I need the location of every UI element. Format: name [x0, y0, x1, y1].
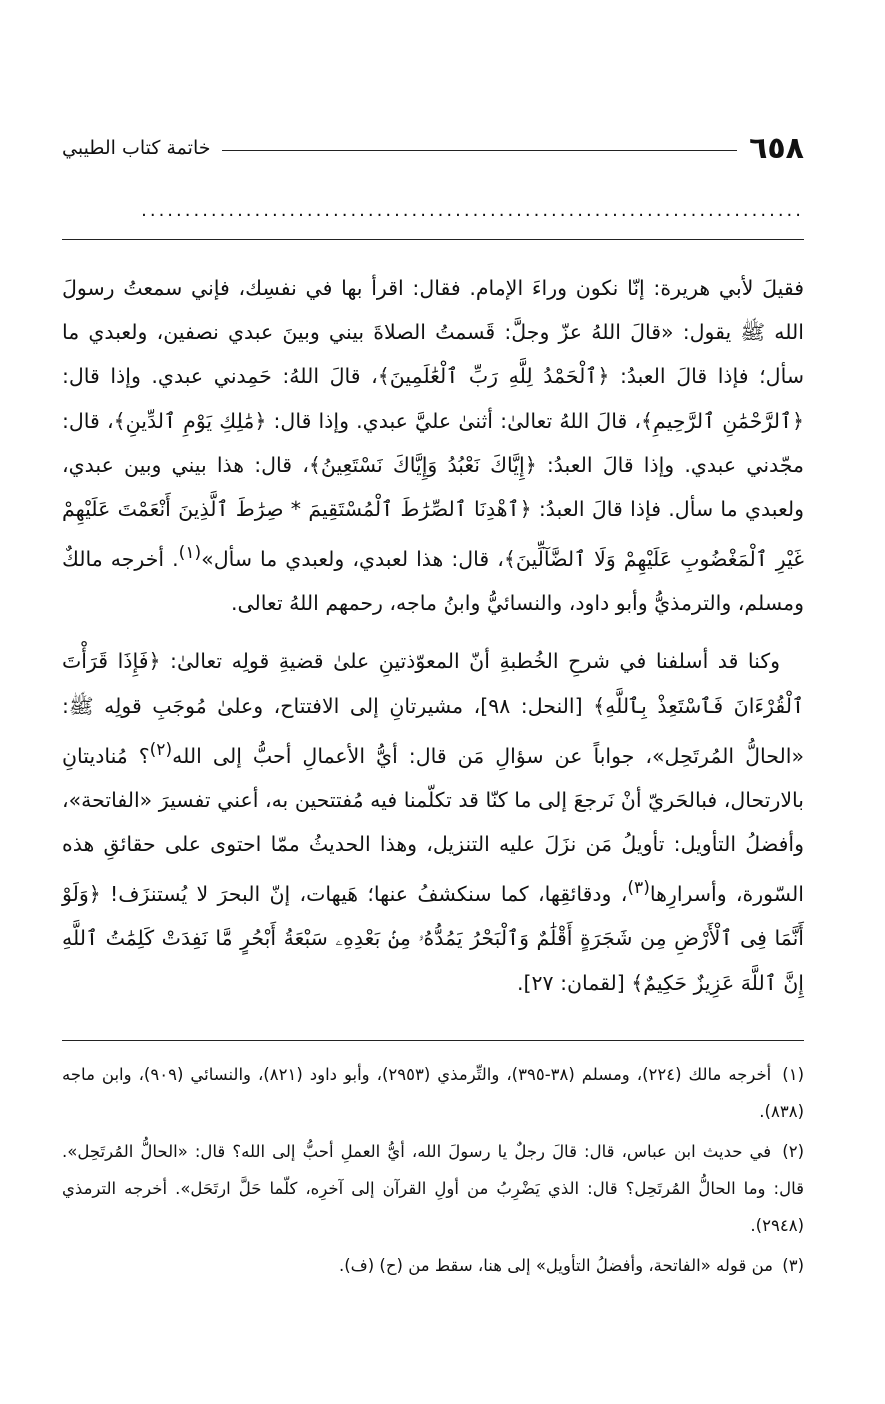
running-title: خاتمة كتاب الطيبي — [62, 137, 211, 159]
footnote-number: (٣) — [782, 1256, 804, 1275]
main-text — [62, 266, 804, 1005]
header-rule — [222, 150, 737, 151]
page-number: ٦٥٨ — [749, 130, 804, 166]
footnote-text: في حديث ابن عباس، قال: قالَ رجلٌ يا رسولَ الله، أيُّ العملِ أحبُّ إلى الله؟ قال: «الحالُّ المُرتَحِل». قال: وما الحالُّ المُرتَحِل؟ قال: الذي يَضْرِبُ من أولِ القرآن إلى آخرِه، كلّما حَلَّ ارتَحَل». أخرجه الترمذي (٢٩٤٨). — [62, 1142, 804, 1235]
footnote-rule — [62, 1040, 804, 1041]
paragraph-2-part-c: ، ودقائقِها، كما سنكشفُ عنها؛ هَيهات، إنّ البحرَ لا يُستنزَف! ﴿وَلَوْ أَنَّمَا فِى ٱلْأَرْضِ مِن شَجَرَةٍ أَقْلَٰمٌ وَٱلْبَحْرُ يَمُدُّهُۥ مِنۢ بَعْدِهِۦ سَبْعَةُ أَبْحُرٍ مَّا نَفِدَتْ كَلِمَٰتُ ٱللَّهِ إِنَّ ٱللَّهَ عَزِيزٌ حَكِيمٌ﴾ [لقمان: ٢٧]. — [62, 882, 804, 995]
body-top-rule — [62, 239, 804, 240]
footnote-ref-3[interactable]: (٣) — [627, 878, 650, 899]
paragraph-1-text: فقيلَ لأبي هريرة: إنّا نكون وراءَ الإمام. فقال: اقرأ بها في نفسِك، فإني سمعتُ رسولَ الله ﷺ يقول: «قالَ اللهُ عزّ وجلَّ: قَسمتُ الصلاةَ بيني وبينَ عبدي نصفين، ولعبدي ما سأل؛ فإذا قالَ العبدُ: ﴿ٱلْحَمْدُ لِلَّهِ رَبِّ ٱلْعَٰلَمِينَ﴾، قالَ اللهُ: حَمِدني عبدي. وإذا قال: ﴿ٱلرَّحْمَٰنِ ٱلرَّحِيمِ﴾، قالَ اللهُ تعالىٰ: أثنىٰ عليَّ عبدي. وإذا قال: ﴿مَٰلِكِ يَوْمِ ٱلدِّينِ﴾، قال: مجّدني عبدي. وإذا قالَ العبدُ: ﴿إِيَّاكَ نَعْبُدُ وَإِيَّاكَ نَسْتَعِينُ﴾، قال: هذا بيني وبين عبدي، ولعبدي ما سأل. فإذا قالَ العبدُ: ﴿ٱهْدِنَا ٱلصِّرَٰطَ ٱلْمُسْتَقِيمَ * صِرَٰطَ ٱلَّذِينَ أَنْعَمْتَ عَلَيْهِمْ غَيْرِ ٱلْمَغْضُوبِ عَلَيْهِمْ وَلَا ٱلضَّآلِّينَ﴾، قال: هذا لعبدي، ولعبدي ما سأل» — [62, 276, 804, 572]
footnote-ref-1[interactable]: (١) — [178, 543, 202, 564]
paragraph-2-part-a: وكنا قد أسلفنا في شرحِ الخُطبةِ أنّ المعوّذتينِ علىٰ قضيةِ قولِه تعالىٰ: ﴿فَإِذَا قَرَأْتَ ٱلْقُرْءَانَ فَٱسْتَعِذْ بِٱللَّهِ﴾ [النحل: ٩٨]، مشيرتانِ إلى الافتتاح، وعلىٰ مُوجَبِ قولِه ﷺ: «الحالُّ المُرتَحِل»، جواباً عن سؤالِ مَن قال: أيُّ الأعمالِ أحبُّ إلى الله — [62, 649, 805, 768]
paragraph-1 — [62, 266, 804, 625]
footnote-ref-2[interactable]: (٢) — [149, 739, 173, 760]
footnotes — [62, 1056, 804, 1287]
page-header — [62, 128, 804, 168]
paragraph-1-tail: . أخرجه مالكٌ ومسلم، والترمذيُّ وأبو داود، والنسائيُّ وابنُ ماجه، رحمهم اللهُ تعالى. — [62, 547, 804, 616]
footnote-number: (١) — [782, 1065, 804, 1084]
footnote-text: أخرجه مالك (٢٢٤)، ومسلم (٣٨-٣٩٥)، والتِّرمذي (٢٩٥٣)، وأبو داود (٨٢١)، والنسائي (٩٠٩)، وابن ماجه (٨٣٨). — [62, 1065, 804, 1121]
dotted-separator: ............................................................................ — [141, 200, 804, 221]
footnote-text: من قوله «الفاتحة، وأفضلُ التأويل» إلى هنا، سقط من (ح) (ف). — [338, 1256, 773, 1275]
footnote-2 — [62, 1133, 804, 1244]
paragraph-2 — [62, 639, 804, 1004]
footnote-3 — [62, 1247, 804, 1284]
paragraph-2-part-b: ؟ مُناديتانِ بالارتحال، فبالحَريّ أنْ نَرجعَ إلى ما كنّا قد تكلّمنا فيه مُفتتحين به، أعني تفسيرَ «الفاتحة»، وأفضلُ التأويل: تأويلُ مَن نزَلَ عليه التنزيل، وهذا الحديثُ ممّا احتوى على حقائقِ هذه السّورة، وأسرارِها — [62, 743, 804, 907]
footnote-number: (٢) — [782, 1142, 804, 1161]
footnote-1 — [62, 1056, 804, 1130]
